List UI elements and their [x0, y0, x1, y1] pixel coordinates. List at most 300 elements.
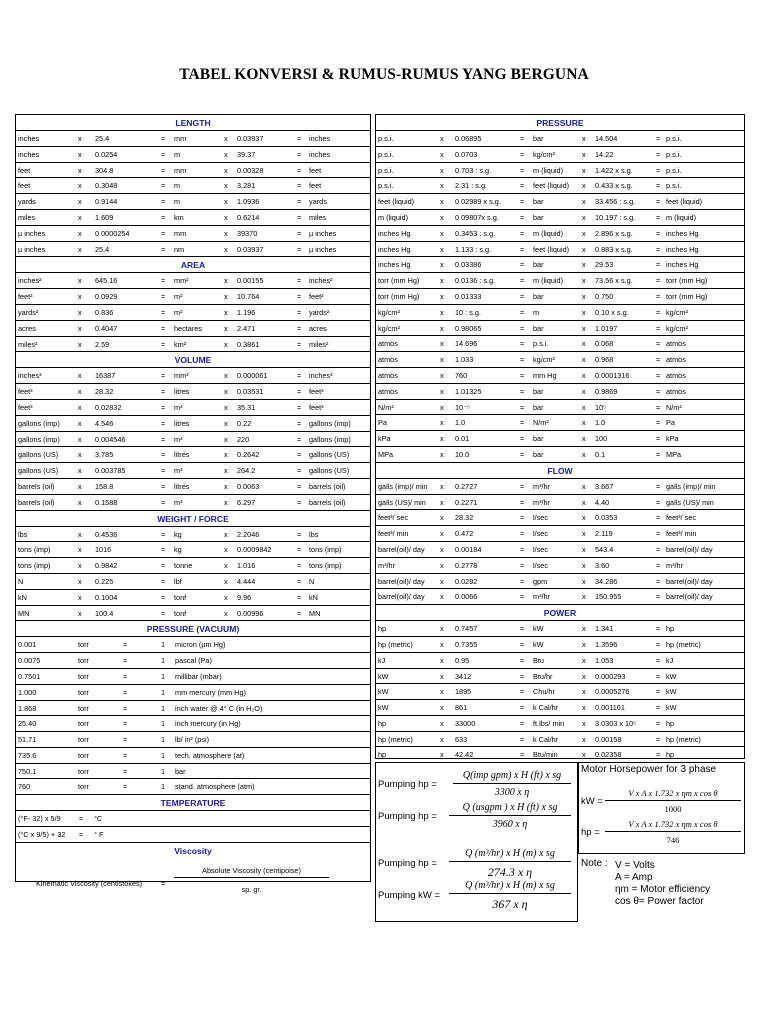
pressure-row [376, 226, 744, 242]
vacuum-cell: 0.0075 [18, 656, 41, 666]
vacuum-row [16, 732, 370, 748]
pressure-cell: bar [533, 197, 544, 207]
pressure-row [376, 257, 744, 273]
length-cell: = [297, 244, 302, 254]
area-cell: 0.0929 [95, 292, 118, 302]
vacuum-cell: 1.868 [18, 703, 37, 713]
flow-cell: x [582, 592, 586, 602]
pressure-cell: = [520, 276, 525, 286]
volume-cell: 0.004546 [95, 434, 126, 444]
area-row [16, 337, 370, 353]
volume-cell: 4.546 [95, 418, 114, 428]
pressure-cell: 760 [455, 370, 468, 380]
pressure-cell: Pa [378, 418, 387, 428]
pressure-cell: = [656, 181, 661, 191]
flow-row [376, 542, 744, 558]
volume-row [16, 447, 370, 463]
vacuum-cell: 760 [18, 782, 31, 792]
temperature-cell: (°C x 9/5) + 32 [18, 830, 66, 840]
temperature-row [16, 827, 370, 843]
pressure-row [376, 447, 744, 463]
pressure-cell: 0.10 x s.g. [595, 307, 629, 317]
pressure-cell: x [582, 149, 586, 159]
flow-cell: 0.472 [455, 529, 474, 539]
power-cell: ft.lbs/ min [533, 718, 565, 728]
weight-force-cell: kN [18, 592, 27, 602]
weight-force-row [16, 542, 370, 558]
volume-cell: feet³ [18, 402, 33, 412]
volume-cell: m³ [174, 402, 183, 412]
area-cell: x [224, 307, 228, 317]
area-cell: 0.00155 [237, 276, 264, 286]
pumping-hp-label-3: Pumping hp = [378, 858, 437, 869]
length-cell: x [224, 228, 228, 238]
area-cell: = [161, 276, 166, 286]
length-cell: feet [309, 181, 322, 191]
pressure-cell: x [440, 339, 444, 349]
pressure-cell: = [656, 449, 661, 459]
length-cell: yards [309, 197, 327, 207]
vacuum-cell: 1 [161, 735, 166, 745]
pressure-cell: = [520, 449, 525, 459]
flow-cell: = [656, 481, 661, 491]
volume-cell: x [224, 387, 228, 397]
power-cell: = [656, 687, 661, 697]
viscosity-label: Kinematic Viscosity (centistokes) [36, 878, 143, 888]
pressure-cell: = [520, 260, 525, 270]
flow-cell: x [440, 544, 444, 554]
pressure-cell: atmos [666, 370, 686, 380]
pressure-cell: m (liquid) [533, 276, 564, 286]
pressure-cell: 0.9869 [595, 386, 618, 396]
volume-row [16, 432, 370, 448]
viscosity-denominator: sp. gr. [241, 884, 262, 894]
weight-force-cell: tonf [174, 592, 187, 602]
vacuum-cell: bar [175, 766, 186, 776]
pressure-cell: 0.068 [595, 339, 614, 349]
weight-force-cell: 100.4 [95, 608, 114, 618]
area-cell: = [297, 339, 302, 349]
vacuum-row [16, 637, 370, 653]
hp-formula [605, 819, 741, 845]
pressure-cell: = [520, 434, 525, 444]
pressure-cell: x [582, 386, 586, 396]
volume-cell: gallons (imp) [18, 434, 60, 444]
pressure-cell: = [520, 134, 525, 143]
power-cell: kW [378, 671, 389, 681]
vacuum-cell: = [123, 735, 128, 745]
flow-cell: m³/hr [533, 592, 551, 602]
area-cell: = [161, 292, 166, 302]
power-cell: hp (metric) [378, 734, 413, 744]
flow-cell: = [520, 481, 525, 491]
length-cell: 0.6214 [237, 212, 260, 222]
flow-row [376, 574, 744, 590]
weight-force-cell: 0.0009842 [237, 545, 272, 555]
flow-cell: l/sec [533, 529, 549, 539]
volume-cell: = [297, 434, 302, 444]
flow-cell: barrel(oil)/ day [666, 544, 713, 554]
volume-row [16, 495, 370, 511]
pressure-cell: 1.422 x s.g. [595, 165, 633, 175]
flow-cell: gpm [533, 576, 548, 586]
weight-force-cell: x [224, 545, 228, 555]
area-cell: = [297, 292, 302, 302]
power-row [376, 747, 744, 763]
area-cell: feet² [309, 292, 324, 302]
power-cell: = [656, 655, 661, 665]
volume-cell: = [161, 450, 166, 460]
length-cell: = [161, 149, 166, 159]
pressure-cell: p.s.i. [666, 149, 682, 159]
power-cell: x [440, 734, 444, 744]
power-cell: kW [666, 687, 677, 697]
vacuum-cell: 1 [161, 640, 166, 650]
pressure-cell: x [582, 134, 586, 143]
pressure-cell: 10⁵ [595, 402, 607, 412]
pressure-cell: = [656, 276, 661, 286]
volume-cell: = [161, 371, 166, 381]
pressure-cell: p.s.i. [666, 165, 682, 175]
pressure-cell: 29.53 [595, 260, 614, 270]
pressure-cell: 0.968 [595, 355, 614, 365]
weight-force-cell: 1016 [95, 545, 112, 555]
length-cell: x [224, 197, 228, 207]
power-cell: Btu [533, 655, 544, 665]
vacuum-row [16, 764, 370, 780]
area-cell: acres [18, 323, 36, 333]
pressure-cell: p.s.i. [533, 339, 549, 349]
temperature-row [16, 811, 370, 827]
volume-cell: = [297, 387, 302, 397]
volume-cell: = [161, 466, 166, 476]
area-cell: yards² [309, 307, 330, 317]
volume-cell: = [297, 481, 302, 491]
power-cell: 0.00158 [595, 734, 622, 744]
pressure-cell: p.s.i. [666, 134, 682, 143]
right-conversion-table [375, 114, 745, 759]
volume-cell: gallons (US) [309, 450, 350, 460]
area-cell: = [297, 307, 302, 317]
pressure-cell: x [440, 228, 444, 238]
pressure-row [376, 305, 744, 321]
pressure-cell: x [582, 355, 586, 365]
pressure-cell: = [520, 323, 525, 333]
vacuum-header: PRESSURE (VACUUM) [16, 621, 370, 637]
volume-cell: 0.22 [237, 418, 252, 428]
weight-force-cell: x [78, 576, 82, 586]
pressure-cell: x [582, 307, 586, 317]
power-cell: kW [378, 687, 389, 697]
flow-cell: = [656, 592, 661, 602]
pressure-cell: bar [533, 323, 544, 333]
pressure-row [376, 384, 744, 400]
pressure-cell: 0.0703 [455, 149, 478, 159]
volume-cell: 0.0063 [237, 481, 260, 491]
power-cell: = [656, 718, 661, 728]
volume-cell: x [224, 466, 228, 476]
length-cell: = [297, 149, 302, 159]
volume-row [16, 368, 370, 384]
pressure-cell: = [520, 355, 525, 365]
pressure-cell: feet (liquid) [378, 197, 415, 207]
power-cell: Chu/hr [533, 687, 555, 697]
volume-cell: 264.2 [237, 466, 256, 476]
pressure-cell: m [533, 307, 540, 317]
pumping-hp-denominator-1: 3300 x η [494, 787, 530, 798]
power-row [376, 621, 744, 637]
pressure-cell: x [440, 149, 444, 159]
pressure-cell: x [440, 134, 444, 143]
weight-force-cell: tonf [174, 608, 187, 618]
length-cell: yards [18, 197, 36, 207]
area-row [16, 289, 370, 305]
power-cell: 0.02358 [595, 750, 622, 760]
volume-cell: x [224, 434, 228, 444]
kw-label: kW = [581, 796, 603, 807]
power-cell: 0.95 [455, 655, 470, 665]
flow-cell: 28.32 [455, 513, 474, 523]
vacuum-cell: 735.6 [18, 750, 37, 760]
vacuum-cell: 0.001 [18, 640, 37, 650]
pressure-cell: = [656, 291, 661, 301]
volume-cell: barrels (oil) [309, 497, 346, 507]
length-cell: feet [18, 181, 31, 191]
pressure-cell: 33.456 : s.g. [595, 197, 636, 207]
pressure-cell: kPa [378, 434, 391, 444]
flow-cell: l/sec [533, 544, 549, 554]
power-cell: 0.0005276 [595, 687, 630, 697]
weight-force-row [16, 558, 370, 574]
volume-cell: barrels (oil) [18, 481, 55, 491]
flow-cell: feet³/ min [378, 529, 409, 539]
pressure-cell: = [656, 370, 661, 380]
pressure-cell: 1.0 [595, 418, 606, 428]
flow-cell: galls (US)/ min [378, 497, 426, 507]
pressure-cell: 1.033 [455, 355, 474, 365]
pressure-cell: = [656, 323, 661, 333]
pressure-cell: feet (liquid) [666, 197, 703, 207]
pressure-cell: atmos [378, 339, 398, 349]
pressure-cell: x [582, 323, 586, 333]
flow-header: FLOW [376, 463, 744, 479]
pressure-cell: 14.22 [595, 149, 614, 159]
volume-cell: 0.003785 [95, 466, 126, 476]
pressure-cell: 0.1 [595, 449, 606, 459]
pressure-cell: x [440, 260, 444, 270]
area-cell: miles² [309, 339, 329, 349]
volume-cell: feet³ [309, 402, 324, 412]
length-row [16, 242, 370, 258]
weight-force-cell: 4.444 [237, 576, 256, 586]
pressure-cell: p.s.i. [378, 165, 394, 175]
weight-force-cell: tonne [174, 561, 193, 571]
power-cell: Btu/min [533, 750, 558, 760]
volume-row [16, 463, 370, 479]
volume-cell: barrels (oil) [18, 497, 55, 507]
weight-force-cell: lbs [309, 529, 319, 539]
length-cell: µ inches [309, 244, 337, 254]
flow-cell: = [520, 544, 525, 554]
pressure-row [376, 147, 744, 163]
power-cell: x [582, 624, 586, 634]
vacuum-cell: 51.71 [18, 735, 37, 745]
area-cell: x [78, 292, 82, 302]
weight-force-cell: 0.225 [95, 576, 114, 586]
pressure-cell: 0.433 x s.g. [595, 181, 633, 191]
pressure-cell: = [656, 260, 661, 270]
pressure-cell: = [520, 402, 525, 412]
pressure-cell: x [582, 291, 586, 301]
length-cell: inches [18, 134, 40, 143]
flow-cell: = [520, 529, 525, 539]
volume-cell: 0.03531 [237, 387, 264, 397]
volume-cell: feet³ [309, 387, 324, 397]
pressure-cell: 2.896 x s.g. [595, 228, 633, 238]
pressure-row [376, 242, 744, 258]
area-header: AREA [16, 257, 370, 273]
power-cell: hp (metric) [666, 734, 701, 744]
power-header: POWER [376, 605, 744, 621]
flow-cell: x [582, 481, 586, 491]
area-cell: 2.59 [95, 339, 110, 349]
area-cell: x [78, 276, 82, 286]
power-cell: 3.0303 x 10⁵ [595, 718, 637, 728]
flow-row [376, 479, 744, 495]
pressure-cell: 0.03386 [455, 260, 482, 270]
pressure-cell: 0.0001316 [595, 370, 630, 380]
length-cell: 39370 [237, 228, 258, 238]
flow-cell: = [656, 560, 661, 570]
weight-force-cell: = [161, 608, 166, 618]
flow-cell: = [520, 560, 525, 570]
pressure-cell: x [582, 197, 586, 207]
pressure-cell: x [582, 260, 586, 270]
pressure-cell: = [656, 212, 661, 222]
vacuum-cell: torr [78, 640, 89, 650]
vacuum-cell: torr [78, 703, 89, 713]
power-cell: kW [378, 703, 389, 713]
length-cell: m [174, 149, 181, 159]
weight-force-cell: tons (imp) [18, 545, 51, 555]
volume-cell: litres [174, 481, 190, 491]
pressure-cell: = [656, 386, 661, 396]
length-cell: inches [18, 149, 40, 159]
vacuum-cell: micron (µm Hg) [175, 640, 226, 650]
length-cell: feet [18, 165, 31, 175]
flow-cell: barrel(oil)/ day [666, 592, 713, 602]
flow-cell: m³/hr [666, 560, 684, 570]
pressure-cell: = [656, 418, 661, 428]
length-cell: = [161, 212, 166, 222]
power-cell: x [440, 687, 444, 697]
area-row [16, 305, 370, 321]
flow-cell: = [520, 513, 525, 523]
length-cell: miles [309, 212, 327, 222]
pressure-cell: x [440, 165, 444, 175]
pressure-row [376, 336, 744, 352]
temperature-cell: °C [94, 814, 103, 824]
pressure-cell: = [520, 418, 525, 428]
vacuum-cell: = [123, 703, 128, 713]
length-cell: x [224, 134, 228, 143]
area-cell: km² [174, 339, 187, 349]
vacuum-cell: = [123, 671, 128, 681]
pressure-cell: p.s.i. [378, 134, 394, 143]
flow-cell: 2.119 [595, 529, 613, 539]
pressure-cell: 0.703 : s.g. [455, 165, 492, 175]
weight-force-cell: x [224, 561, 228, 571]
length-cell: x [224, 244, 228, 254]
weight-force-cell: x [224, 576, 228, 586]
power-row [376, 684, 744, 700]
hp-numerator: V x A x 1.732 x ηm x cos θ [605, 819, 741, 832]
pressure-header: PRESSURE [376, 115, 744, 131]
flow-cell: x [440, 513, 444, 523]
power-cell: Btu/hr [533, 671, 553, 681]
pressure-cell: atmos [378, 370, 398, 380]
weight-force-cell: = [297, 576, 302, 586]
vacuum-cell: pascal (Pa) [175, 656, 212, 666]
vacuum-cell: torr [78, 782, 89, 792]
pressure-cell: 10.0 [455, 449, 470, 459]
pressure-cell: inches Hg [666, 260, 699, 270]
vacuum-cell: torr [78, 735, 89, 745]
kw-numerator: V x A x 1.732 x ηm x cos θ [605, 788, 741, 801]
power-cell: kW [666, 671, 677, 681]
power-cell: 0.000293 [595, 671, 626, 681]
power-cell: kJ [378, 655, 386, 665]
vacuum-cell: tech. atmosphere (at) [175, 750, 245, 760]
flow-cell: 150.955 [595, 592, 622, 602]
area-cell: = [161, 307, 166, 317]
length-cell: 3.281 [237, 181, 256, 191]
power-cell: kJ [666, 655, 674, 665]
length-cell: = [297, 181, 302, 191]
power-cell: hp (metric) [378, 639, 413, 649]
weight-force-cell: x [224, 529, 228, 539]
pressure-row [376, 431, 744, 447]
pressure-cell: 1.0197 [595, 323, 618, 333]
volume-cell: = [297, 450, 302, 460]
pressure-cell: = [520, 228, 525, 238]
vacuum-cell: = [123, 687, 128, 697]
pressure-row [376, 400, 744, 416]
power-row [376, 732, 744, 748]
pressure-cell: inches Hg [378, 244, 411, 254]
pressure-cell: = [520, 149, 525, 159]
length-cell: = [161, 134, 166, 143]
pressure-cell: 10 : s.g. [455, 307, 481, 317]
weight-force-cell: = [297, 592, 302, 602]
pressure-cell: atmos [378, 355, 398, 365]
area-cell: x [78, 323, 82, 333]
weight-force-cell: 0.9842 [95, 561, 118, 571]
pressure-cell: x [582, 165, 586, 175]
volume-cell: gallons (US) [18, 466, 59, 476]
pressure-cell: Pa [666, 418, 675, 428]
volume-cell: 0.1588 [95, 497, 118, 507]
pressure-cell: 14.504 [595, 134, 618, 143]
pumping-kw-formula [449, 880, 571, 912]
pressure-cell: inches Hg [666, 228, 699, 238]
length-row [16, 226, 370, 242]
length-cell: x [78, 212, 82, 222]
pressure-cell: = [520, 165, 525, 175]
pressure-cell: x [440, 307, 444, 317]
power-cell: x [582, 718, 586, 728]
length-cell: km [174, 212, 184, 222]
